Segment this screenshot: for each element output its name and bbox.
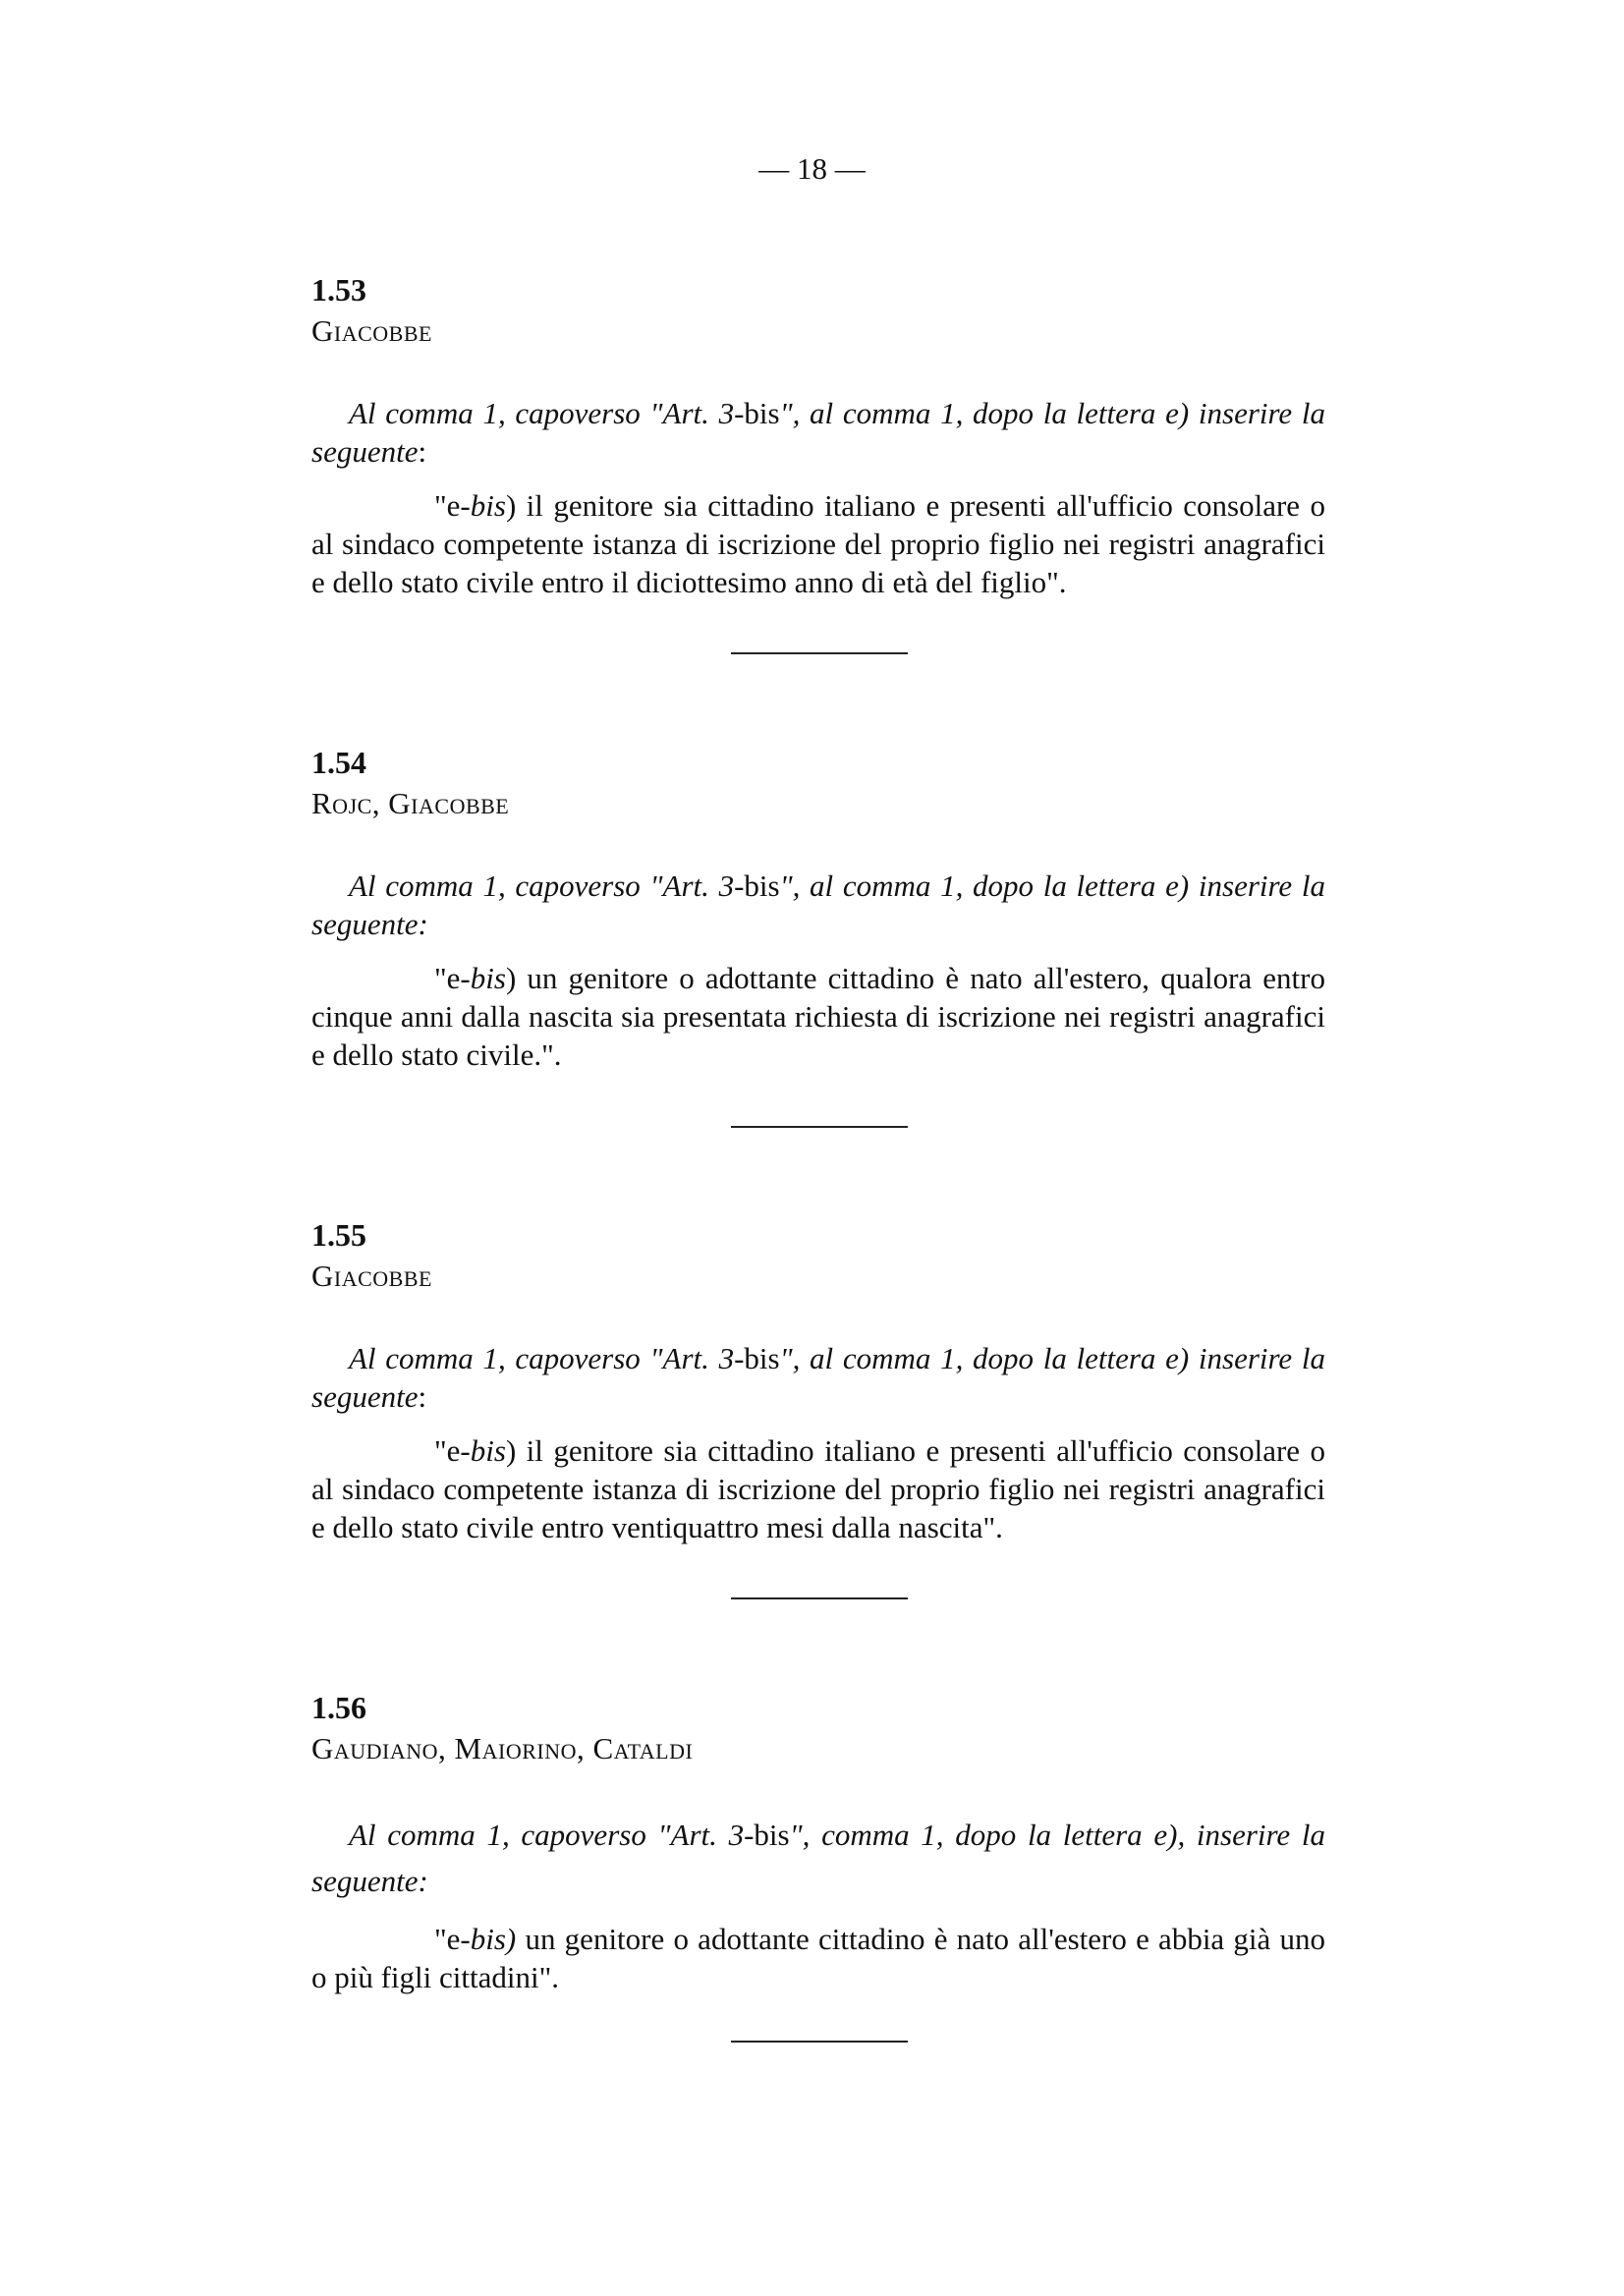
section-separator (731, 1597, 908, 1599)
section-separator (731, 652, 908, 654)
amendment-text: "e-bis) il genitore sia cittadino italiano e presenti all'ufficio consolare o al sindaco competente istanza di iscrizione del proprio figlio nei registri anagrafici e dello stato civile entro il diciottesimo anno di età del figlio". (311, 488, 1325, 599)
amendment-instruction: Al comma 1, capoverso "Art. 3-bis", al comma 1, dopo la lettera e) inserire la seguente: (311, 868, 1325, 941)
amendment-text: "e-bis) un genitore o adottante cittadino è nato all'estero, qualora entro cinque anni dalla nascita sia presentata richiesta di iscrizione nei registri anagrafici e dello stato civile.". (311, 961, 1325, 1072)
amendment-authors: Giacobbe (311, 1259, 432, 1293)
amendment-instruction: Al comma 1, capoverso "Art. 3-bis", al comma 1, dopo la lettera e) inserire la seguente: (311, 396, 1325, 469)
section-separator (731, 2041, 908, 2043)
amendment-number: 1.54 (311, 745, 366, 780)
amendment-authors: Rojc, Giacobbe (311, 786, 510, 820)
amendment-number: 1.55 (311, 1217, 366, 1253)
amendment-instruction: Al comma 1, capoverso "Art. 3-bis", al comma 1, dopo la lettera e) inserire la seguente: (311, 1341, 1325, 1414)
amendment-authors: Gaudiano, Maiorino, Cataldi (311, 1731, 694, 1765)
amendment-1-55 (311, 1216, 1325, 1546)
amendment-1-54 (311, 744, 1325, 1074)
amendment-number: 1.53 (311, 272, 366, 308)
amendment-1-53 (311, 271, 1325, 601)
amendment-authors: Giacobbe (311, 313, 432, 348)
section-separator (731, 1126, 908, 1128)
amendment-number: 1.56 (311, 1690, 366, 1725)
amendment-instruction: Al comma 1, capoverso "Art. 3-bis", comma 1, dopo la lettera e), inserire la seguente: (311, 1818, 1325, 1898)
amendment-text: "e-bis) il genitore sia cittadino italiano e presenti all'ufficio consolare o al sindaco competente istanza di iscrizione del proprio figlio nei registri anagrafici e dello stato civile entro ventiquattro mesi dalla nascita". (311, 1433, 1325, 1544)
amendment-text: "e-bis) un genitore o adottante cittadino è nato all'estero e abbia già uno o più figli cittadini". (311, 1922, 1325, 1994)
page-number: — 18 — (758, 151, 866, 186)
amendment-1-56 (311, 1689, 1325, 1996)
